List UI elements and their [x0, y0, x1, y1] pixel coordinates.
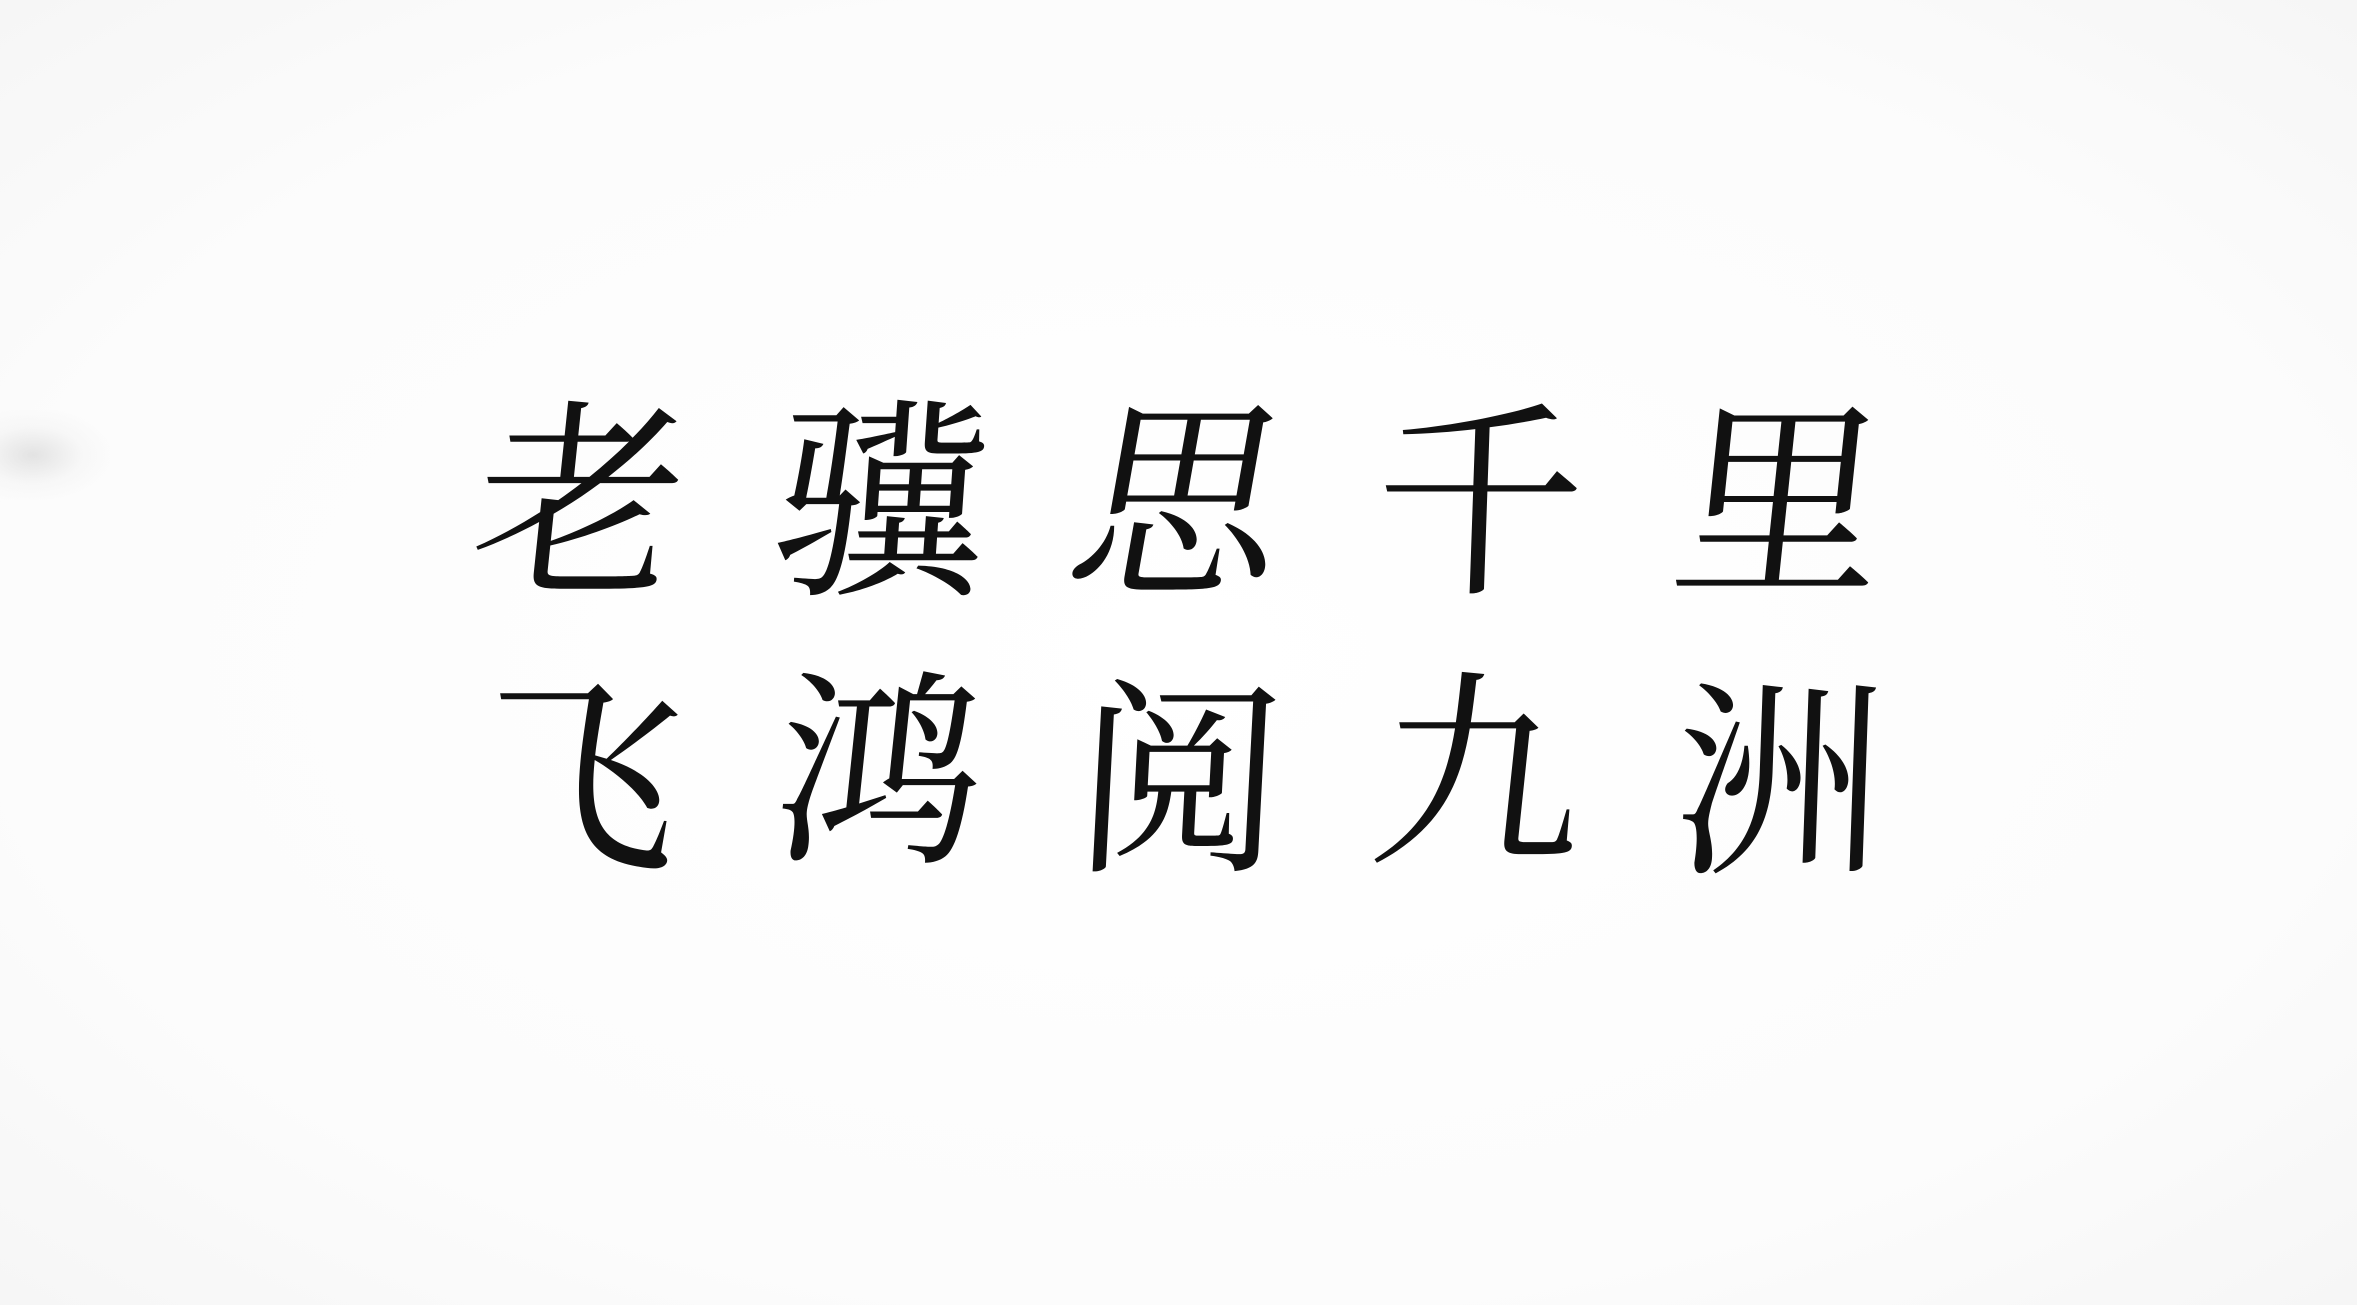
- poem-char: 思: [1053, 382, 1307, 627]
- poem-char: 阅: [1068, 660, 1292, 905]
- poem-char: 老: [462, 382, 698, 627]
- poem-char: 鸿: [762, 652, 998, 897]
- poem-char: 里: [1662, 382, 1898, 627]
- poem-char: 千: [1370, 382, 1590, 627]
- poem-char: 飞: [456, 658, 702, 903]
- handwritten-poem: [430, 379, 1930, 907]
- poem-line-1: [430, 380, 1930, 630]
- poem-char: 九: [1362, 652, 1598, 897]
- poem-char: 骥: [764, 379, 996, 630]
- poem-line-2: [430, 650, 1930, 907]
- poem-char: 洲: [1670, 662, 1889, 907]
- paper-smudge: [0, 410, 110, 500]
